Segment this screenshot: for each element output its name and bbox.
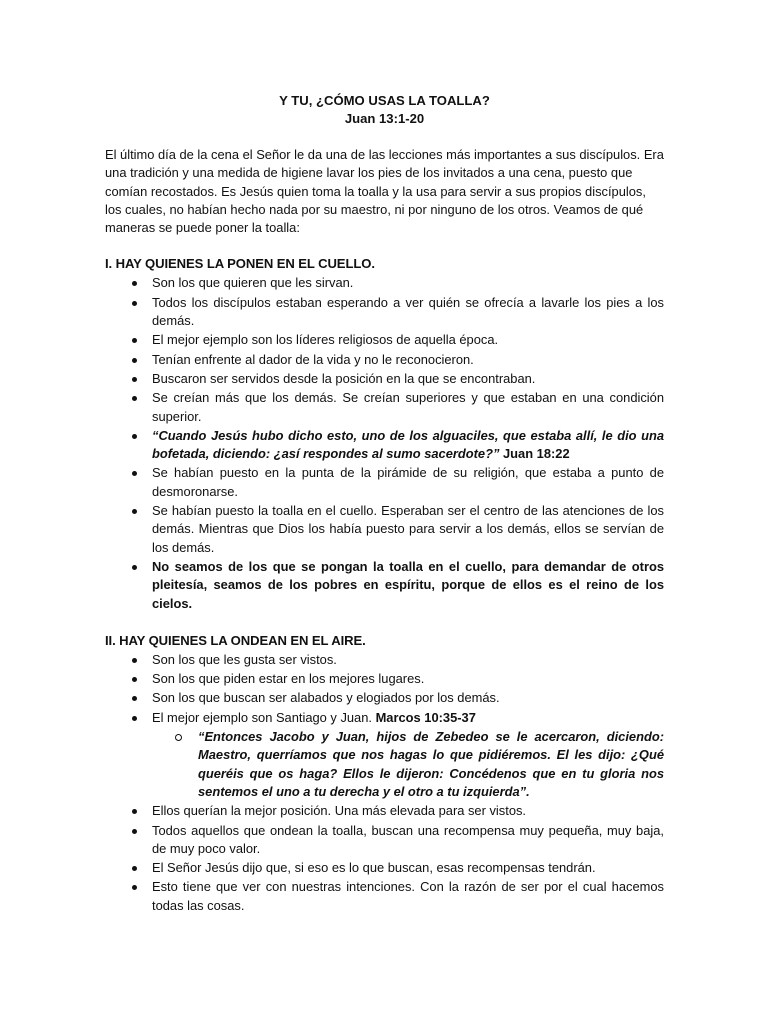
quote-reference: Juan 18:22 [499,446,570,462]
list-item: Todos los discípulos estaban esperando a ver quién se ofrecía a lavarle los pies a los demás. [105,294,664,331]
title-block [105,92,664,128]
list-item: Esto tiene que ver con nuestras intenciones. Con la razón de ser por el cual hacemos todas las cosas. [105,878,664,915]
conclusion-item: No seamos de los que se pongan la toalla en el cuello, para demandar de otros pleitesía, seamos de los pobres en espíritu, porque de ellos es el reino de los cielos. [105,558,664,613]
section-2-heading: II. HAY QUIENES LA ONDEAN EN EL AIRE. [105,632,366,648]
example-text: El mejor ejemplo son Santiago y Juan. [152,709,376,725]
quote-text: “Cuando Jesús hubo dicho esto, uno de los alguaciles, que estaba allí, le dio una bofetada, diciendo: ¿así respondes al sumo sacerdote?” [152,427,664,462]
page-title: Y TU, ¿CÓMO USAS LA TOALLA? [279,93,490,108]
list-item: Buscaron ser servidos desde la posición en la que se encontraban. [105,370,664,388]
list-item: Son los que les gusta ser vistos. [105,651,664,669]
sub-quote-item: “Entonces Jacobo y Juan, hijos de Zebedeo se le acercaron, diciendo: Maestro, querríamos que nos hagas lo que pidiéremos. El les dijo: ¿Qué queréis que os haga? Ellos le dijeron: Concédenos que en tu gloria nos sentemos el uno a tu derecha y el otro a tu izquierda”. [105,728,664,801]
list-item: El mejor ejemplo son los líderes religiosos de aquella época. [105,331,664,349]
quote-item [105,427,664,464]
list-item: Se habían puesto la toalla en el cuello. Esperaban ser el centro de las atenciones de los demás. Mientras que Dios los había puesto para servir a los demás, ellos se servían de los demás. [105,502,664,557]
list-item: Son los que quieren que les sirvan. [105,274,664,292]
list-item: Son los que buscan ser alabados y elogiados por los demás. [105,689,664,707]
list-item: Todos aquellos que ondean la toalla, buscan una recompensa muy pequeña, muy baja, de muy poco valor. [105,822,664,859]
example-reference: Marcos 10:35-37 [375,709,476,725]
page-subtitle: Juan 13:1-20 [344,111,425,126]
list-item: Se habían puesto en la punta de la pirámide de su religión, que estaba a punto de desmoronarse. [105,464,664,501]
section-1-heading: I. HAY QUIENES LA PONEN EN EL CUELLO. [105,256,375,272]
list-item: Tenían enfrente al dador de la vida y no le reconocieron. [105,351,664,369]
example-item [105,709,664,727]
section-2-list [105,651,664,915]
list-item: Son los que piden estar en los mejores lugares. [105,670,664,688]
list-item: El Señor Jesús dijo que, si eso es lo que buscan, esas recompensas tendrán. [105,859,664,877]
intro-paragraph: El último día de la cena el Señor le da una de las lecciones más importantes a sus discípulos. Era una tradición y una medida de higiene lavar los pies de los invitados a una cena, puesto que comían recostados. Es Jesús quien toma la toalla y la usa para servir a sus propios discípulos, los cuales, no habían hecho nada por su maestro, ni por ninguno de los otros. Veamos de qué maneras se puede poner la toalla: [105,147,664,236]
section-1-list [105,274,664,612]
list-item: Se creían más que los demás. Se creían superiores y que estaban en una condición superior. [105,389,664,426]
list-item: Ellos querían la mejor posición. Una más elevada para ser vistos. [105,802,664,820]
